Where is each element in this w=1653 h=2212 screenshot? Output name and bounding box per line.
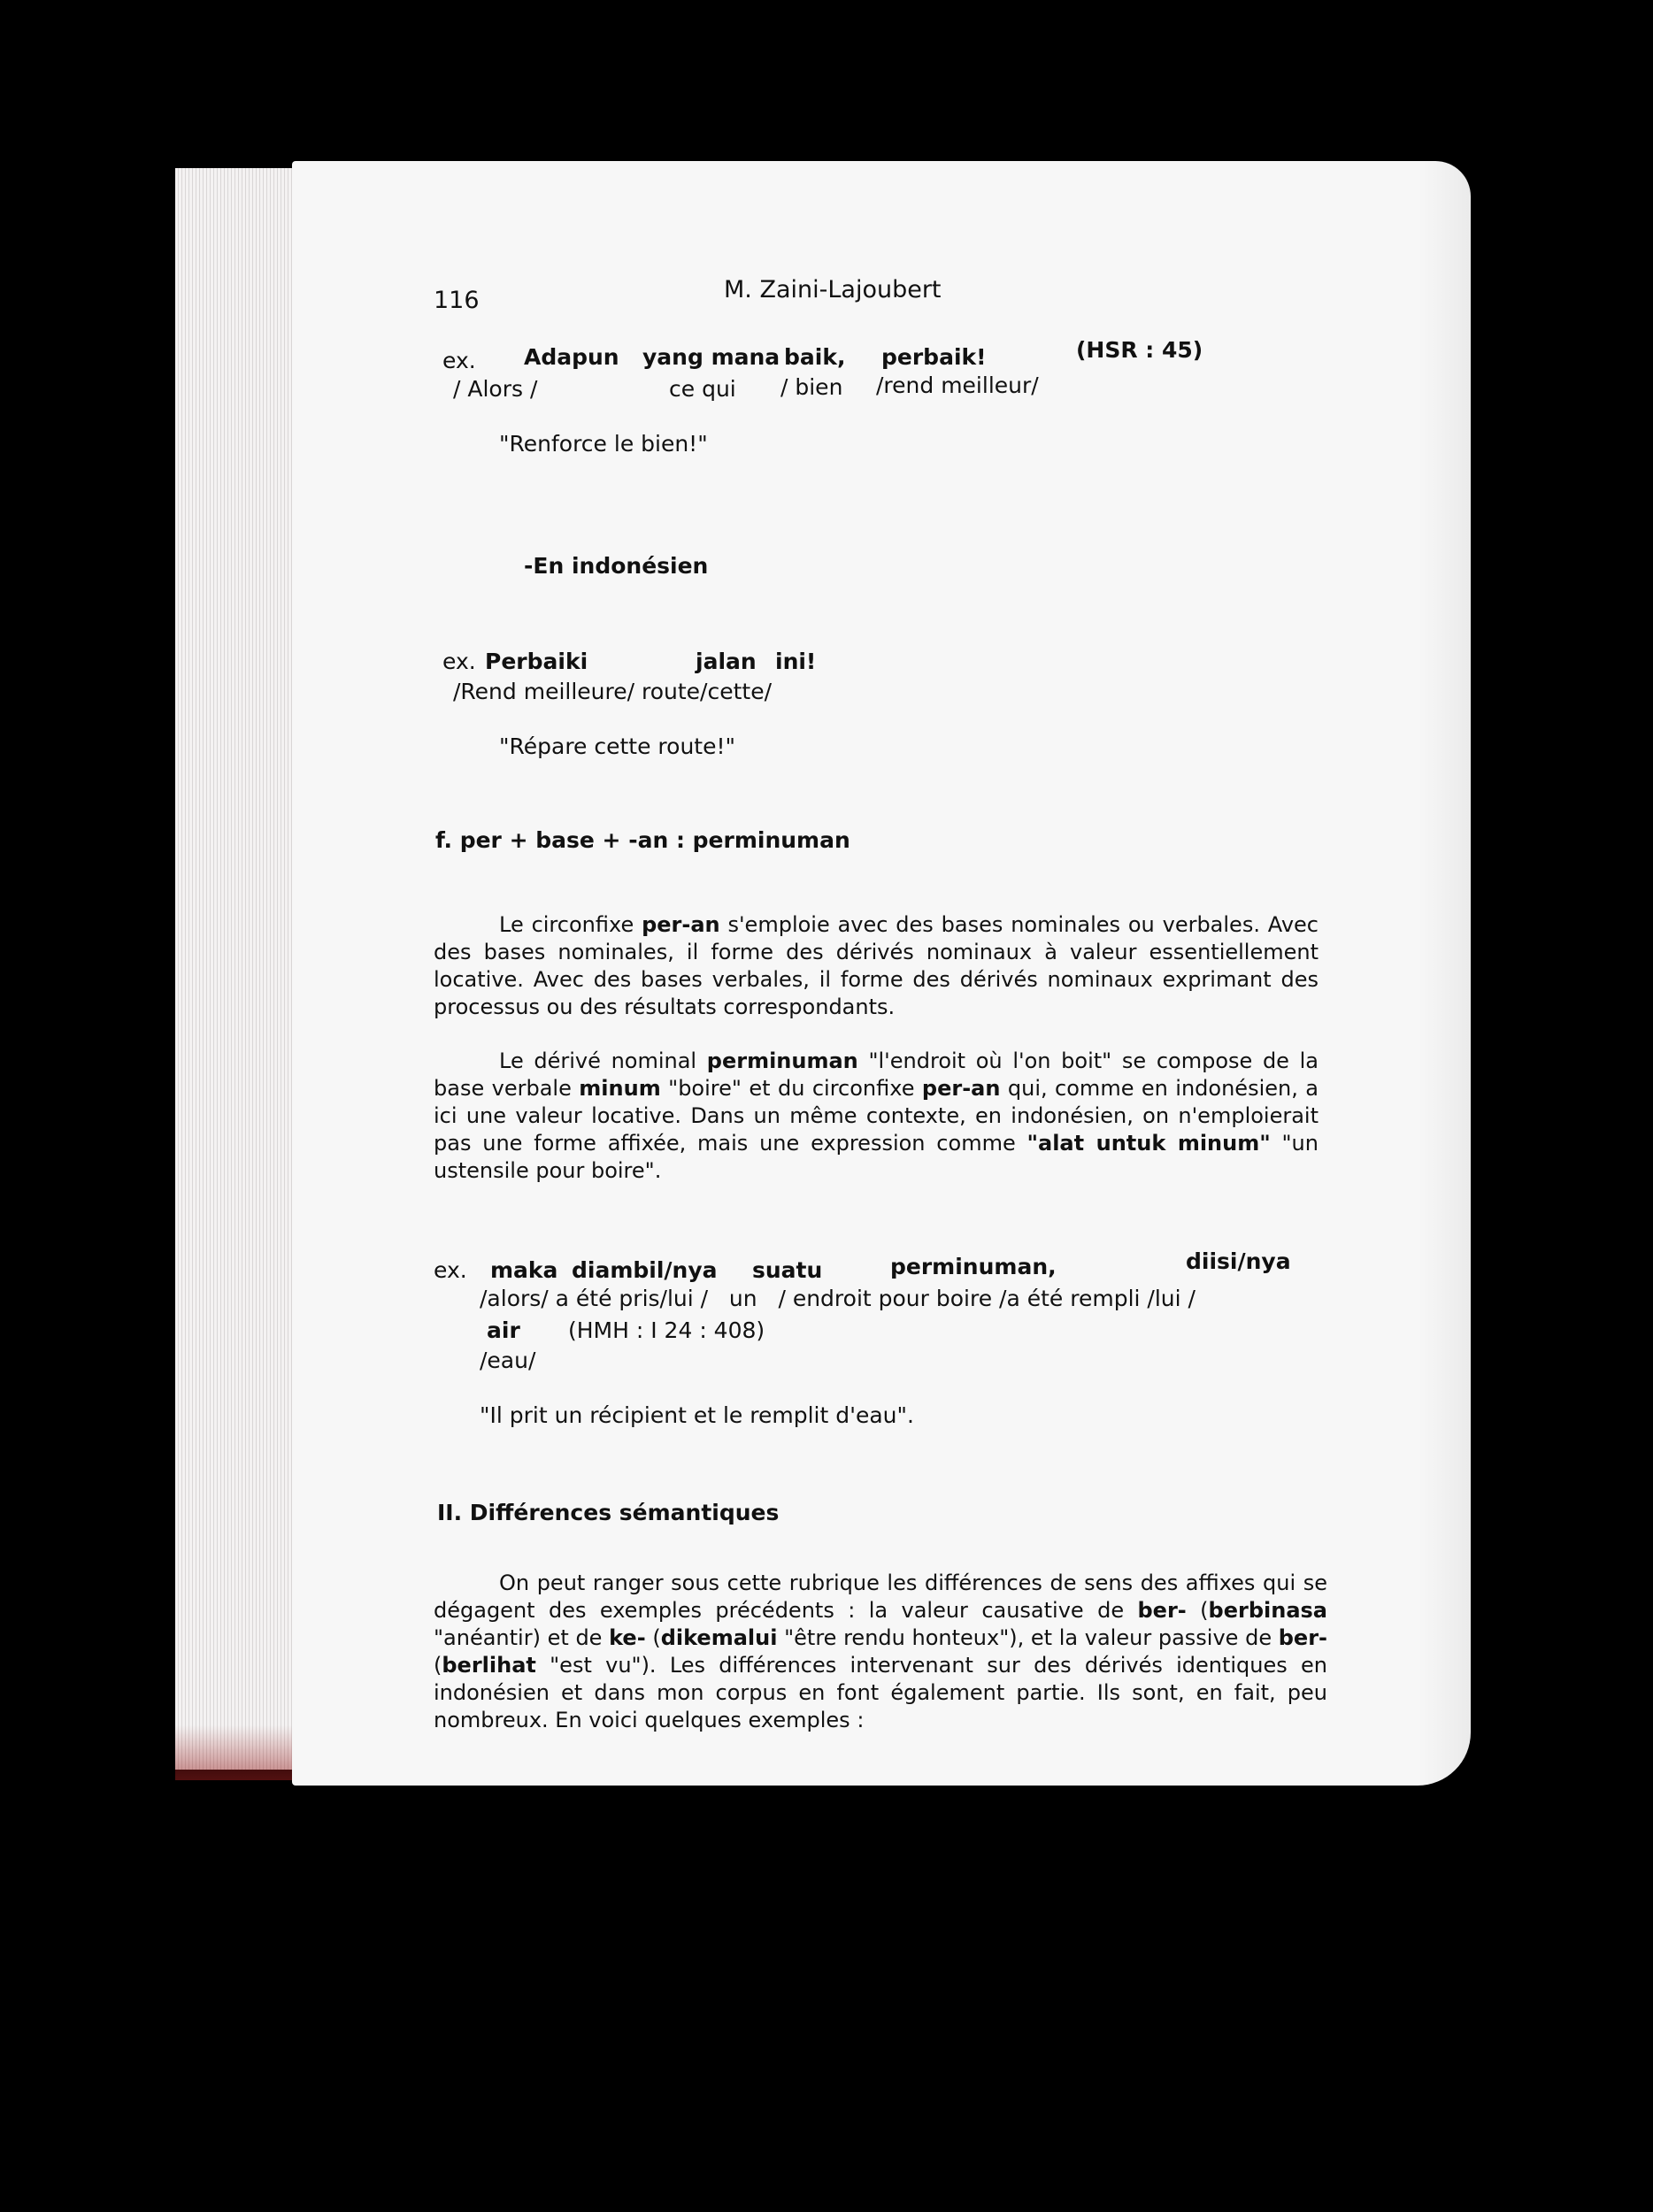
- example-gloss: ce qui: [669, 376, 736, 402]
- bold-term: ke-: [609, 1625, 646, 1650]
- text-run: qui, comme en indonésien, a ici une valeur locative. Dans un même contexte, en indonésien, on n'emploierait pas une forme affixée, mais une expression comme: [434, 1076, 1319, 1156]
- example-gloss: /alors/ a été pris/lui / un / endroit pour boire /a été rempli /lui /: [480, 1286, 1196, 1311]
- sub-heading: -En indonésien: [524, 553, 709, 579]
- bold-term: berbinasa: [1208, 1598, 1327, 1623]
- example-word: Perbaiki: [485, 649, 588, 674]
- bold-term: minum: [579, 1076, 661, 1101]
- example-word: diisi/nya: [1186, 1248, 1291, 1274]
- example-word: maka: [490, 1257, 558, 1283]
- example-word: jalan: [696, 649, 757, 674]
- paragraph: [434, 1048, 1319, 1185]
- paragraph: [434, 911, 1319, 1021]
- example-gloss: /eau/: [480, 1348, 536, 1373]
- text-run: "anéantir) et de: [434, 1625, 610, 1650]
- text-run: s'emploie avec des bases nominales ou verbales. Avec des bases nominales, il forme des dérivés nominaux à valeur essentiellement locative. Avec des bases verbales, il forme des dérivés nominaux exprimant des processus ou des résultats correspondants.: [434, 912, 1319, 1019]
- page-edge-tint: [175, 1725, 299, 1780]
- example-word: air: [487, 1317, 520, 1343]
- example-word: baik,: [784, 344, 846, 370]
- bold-term: per-an: [921, 1076, 1001, 1101]
- bold-term: ber-: [1137, 1598, 1187, 1623]
- paragraph: [434, 1570, 1327, 1734]
- text-run: (: [1186, 1598, 1209, 1623]
- example-translation: "Renforce le bien!": [499, 431, 708, 457]
- example-translation: "Répare cette route!": [499, 733, 736, 759]
- bold-term: per-an: [642, 912, 720, 937]
- bold-term: berlihat: [442, 1653, 536, 1678]
- example-source: (HSR : 45): [1076, 337, 1203, 363]
- example-word: ini!: [775, 649, 817, 674]
- example-gloss: /Rend meilleure/ route/cette/: [453, 679, 772, 704]
- example-word: diambil/nya: [572, 1257, 718, 1283]
- bold-term: perminuman: [706, 1048, 858, 1073]
- example-label: ex.: [442, 348, 476, 373]
- section-heading: f. per + base + -an : perminuman: [435, 827, 850, 853]
- example-translation: "Il prit un récipient et le remplit d'eau".: [480, 1402, 914, 1428]
- example-label: ex.: [442, 649, 476, 674]
- text-run: "un ustensile pour boire".: [434, 1131, 1319, 1183]
- page-curve-shadow: [1418, 161, 1471, 1786]
- book-page: [292, 161, 1471, 1786]
- example-source: (HMH : I 24 : 408): [568, 1317, 765, 1343]
- bold-term: "alat untuk minum": [1026, 1131, 1271, 1156]
- example-word: perminuman,: [890, 1254, 1057, 1279]
- page-stack-edges: [175, 168, 299, 1770]
- bold-term: dikemalui: [660, 1625, 778, 1650]
- running-title: M. Zaini-Lajoubert: [724, 276, 942, 303]
- text-run: "boire" et du circonfixe: [660, 1076, 922, 1101]
- example-gloss: /rend meilleur/: [876, 373, 1039, 398]
- text-run: (: [434, 1653, 442, 1678]
- text-run: Le circonfixe: [499, 912, 642, 937]
- example-gloss: / Alors /: [453, 376, 538, 402]
- example-word: perbaik!: [881, 344, 987, 370]
- example-label: ex.: [434, 1257, 467, 1283]
- example-word: suatu: [752, 1257, 823, 1283]
- example-word: yang mana: [642, 344, 780, 370]
- bold-term: ber-: [1278, 1625, 1328, 1650]
- text-run: On peut ranger sous cette rubrique les différences de sens des affixes qui se dégagent des exemples précédents : la valeur causative de: [434, 1571, 1327, 1623]
- example-word: Adapun: [524, 344, 619, 370]
- section-heading: II. Différences sémantiques: [437, 1500, 780, 1525]
- text-run: "l'endroit où l'on boit" se compose de la base verbale: [434, 1048, 1319, 1101]
- example-gloss: / bien: [780, 374, 843, 400]
- text-run: "est vu"). Les différences intervenant sur des dérivés identiques en indonésien et dans mon corpus en font également partie. Ils sont, en fait, peu nombreux. En voici quelques exemples :: [434, 1653, 1327, 1732]
- text-run: "être rendu honteux"), et la valeur passive de: [777, 1625, 1279, 1650]
- page-number: 116: [434, 287, 480, 314]
- text-run: Le dérivé nominal: [499, 1048, 707, 1073]
- text-run: (: [645, 1625, 661, 1650]
